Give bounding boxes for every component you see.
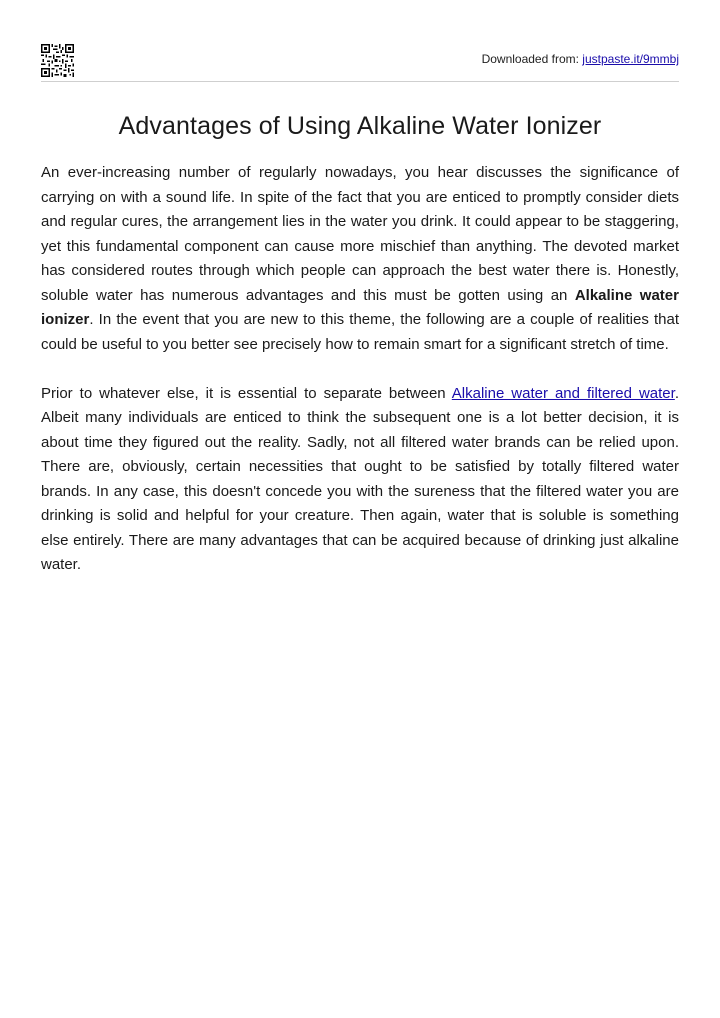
alkaline-water-ionizer-bold: Alkaline water ionizer <box>41 286 679 328</box>
paragraph-1 <box>41 161 679 357</box>
header-divider <box>41 81 679 82</box>
paragraph-1-text-before: An ever-increasing number of regularly nowadays, you hear discusses the significance of carrying on with a sound life. In spite of the fact that you are enticed to promptly consider diets and regular cures, the arrangement lies in the water you drink. It could appear to be staggering, yet this fundamental component can cause more mischief than anything. The devoted market has considered routes through which people can approach the best water there is. Honestly, soluble water has numerous advantages and this must be gotten using an <box>41 164 679 304</box>
downloaded-label: Downloaded from: <box>481 52 579 66</box>
qr-code-icon <box>41 44 74 77</box>
paragraph-1-text-after: . In the event that you are new to this theme, the following are a couple of realities that could be useful to you better see precisely how to remain smart for a significant stretch of time. <box>41 311 679 353</box>
article-body <box>41 161 679 602</box>
paragraph-2-text-before: Prior to whatever else, it is essential to separate between <box>41 384 452 402</box>
download-source <box>482 52 679 66</box>
paragraph-2-text-after: . Albeit many individuals are enticed to think the subsequent one is a lot better decision, it is about time they figured out the reality. Sadly, not all filtered water brands can be relied upon. There are, obviously, certain necessities that ought to be satisfied by totally filtered water brands. In any case, this doesn't concede you with the sureness that the filtered water you are drinking is solid and helpful for your creature. Then again, water that is soluble is something else entirely. There are many advantages that can be acquired because of drinking just alkaline water. <box>41 384 679 573</box>
source-link[interactable]: justpaste.it/9mmbj <box>582 52 679 66</box>
alkaline-vs-filtered-link[interactable]: Alkaline water and filtered water <box>451 384 675 402</box>
paragraph-2 <box>41 382 679 578</box>
page-title: Advantages of Using Alkaline Water Ionizer <box>118 112 602 140</box>
page-header <box>41 43 679 79</box>
